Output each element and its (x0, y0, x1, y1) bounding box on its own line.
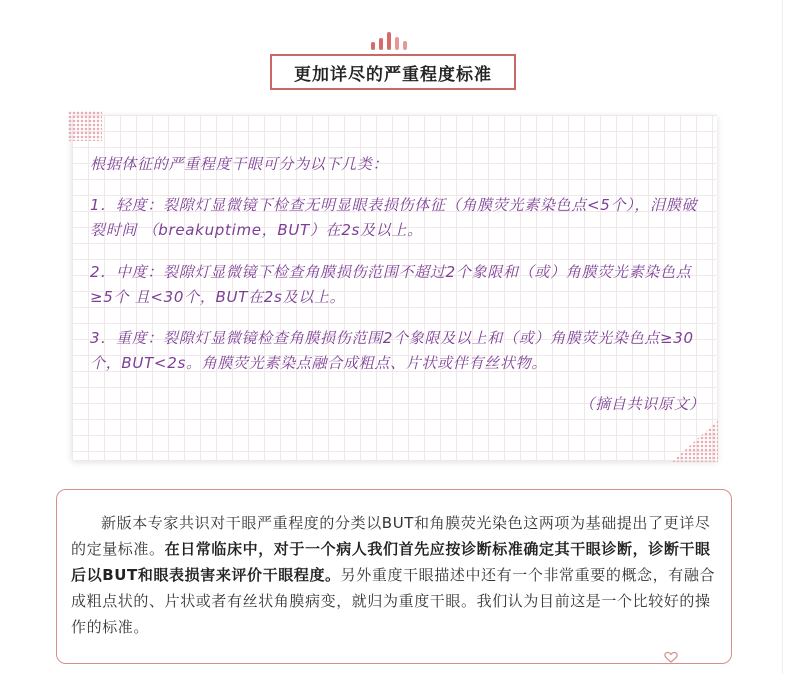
dots-decoration-icon (68, 111, 102, 141)
section-title: 更加详尽的严重程度标准 (294, 64, 492, 85)
bars-decoration-icon (371, 32, 415, 50)
quote-card (72, 115, 717, 460)
heart-icon (664, 651, 678, 663)
card-intro: 根据体征的严重程度干眼可分为以下几类： (90, 155, 389, 173)
commentary-tail: 另外重度干眼描述中还有一个非常重要的概念，有融合成粗点状的、片状或者有丝状角膜病变，就归为重度干眼。我们认为目前这是一个比较好的操作的标准。 (71, 566, 716, 636)
commentary-box (56, 489, 732, 664)
commentary-lead: 新版本专家共识对干眼严重程度的分类以BUT和角膜荧光染色这两项为基础提出了更详尽的定量标准。 (71, 514, 711, 558)
severity-moderate: 2．中度：裂隙灯显微镜下检查角膜损伤范围不超过2个象限和（或）角膜荧光素染色点≥5个 且<30个，BUT在2s及以上。 (90, 263, 692, 306)
source-citation: （摘自共识原文） (579, 395, 705, 413)
commentary-paragraph (71, 510, 719, 640)
section-title-box (270, 54, 516, 90)
page-edge-line (782, 0, 783, 674)
severity-severe: 3．重度：裂隙灯显微镜检查角膜损伤范围2个象限及以上和（或）角膜荧光染色点≥30个，BUT<2s。角膜荧光素染点融合成粗点、片状或伴有丝状物。 (90, 329, 694, 372)
severity-mild: 1．轻度：裂隙灯显微镜下检查无明显眼表损伤体征（角膜荧光素染色点<5个），泪膜破裂时间 （breakuptime，BUT）在2s及以上。 (90, 196, 698, 239)
commentary-emphasis: 在日常临床中，对于一个病人我们首先应按诊断标准确定其干眼诊断，诊断干眼后以BUT和眼表损害来评价干眼程度。 (71, 540, 711, 584)
